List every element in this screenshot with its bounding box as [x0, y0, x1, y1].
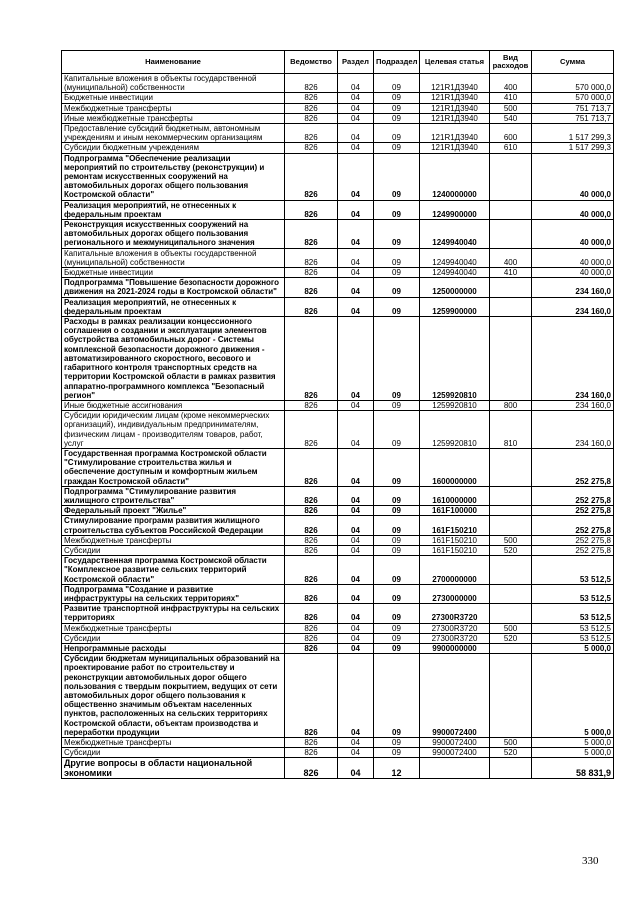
- row-subsection: 09: [374, 633, 420, 643]
- table-row: [62, 516, 614, 535]
- table-row: [62, 556, 614, 585]
- row-target-article: 1259900000: [420, 297, 490, 316]
- table-row: [62, 297, 614, 316]
- row-name: Субсидии: [62, 545, 285, 555]
- row-department: 826: [285, 758, 338, 779]
- row-subsection: 09: [374, 738, 420, 748]
- row-department: 826: [285, 268, 338, 278]
- row-expense-type: 500: [490, 623, 532, 633]
- table-row: [62, 93, 614, 103]
- row-section: 04: [338, 143, 374, 153]
- row-section: 04: [338, 103, 374, 113]
- row-expense-type: [490, 506, 532, 516]
- row-target-article: 9900000000: [420, 643, 490, 653]
- row-name: Межбюджетные трансферты: [62, 535, 285, 545]
- row-target-article: 27300R3720: [420, 623, 490, 633]
- row-department: 826: [285, 654, 338, 738]
- row-expense-type: 800: [490, 400, 532, 410]
- row-target-article: 121R1Д3940: [420, 113, 490, 123]
- row-name: Федеральный проект "Жилье": [62, 506, 285, 516]
- budget-table: [61, 50, 614, 779]
- row-name: Подпрограмма "Стимулирование развития жилищного строительства": [62, 486, 285, 505]
- row-name: Реализация мероприятий, не отнесенных к федеральным проектам: [62, 297, 285, 316]
- row-expense-type: 400: [490, 248, 532, 267]
- row-expense-type: 810: [490, 411, 532, 449]
- row-target-article: 161F150210: [420, 516, 490, 535]
- row-section: 04: [338, 278, 374, 297]
- row-subsection: 09: [374, 317, 420, 401]
- row-target-article: 27300R3720: [420, 633, 490, 643]
- row-department: 826: [285, 411, 338, 449]
- row-expense-type: [490, 220, 532, 249]
- table-header-row: [62, 51, 614, 74]
- row-name: Межбюджетные трансферты: [62, 103, 285, 113]
- table-row: [62, 411, 614, 449]
- table-row: [62, 535, 614, 545]
- table-row: [62, 400, 614, 410]
- row-subsection: 09: [374, 93, 420, 103]
- row-section: 04: [338, 220, 374, 249]
- table-row: [62, 220, 614, 249]
- row-subsection: 09: [374, 556, 420, 585]
- row-target-article: 121R1Д3940: [420, 74, 490, 93]
- row-department: 826: [285, 738, 338, 748]
- row-department: 826: [285, 506, 338, 516]
- row-section: 04: [338, 604, 374, 623]
- row-expense-type: 600: [490, 124, 532, 143]
- row-name: Капитальные вложения в объекты государственной (муниципальной) собственности: [62, 248, 285, 267]
- table-row: [62, 103, 614, 113]
- row-department: 826: [285, 200, 338, 219]
- row-amount: 5 000,0: [532, 654, 614, 738]
- row-target-article: 9900072400: [420, 654, 490, 738]
- row-subsection: 09: [374, 143, 420, 153]
- row-target-article: 9900072400: [420, 748, 490, 758]
- row-section: 04: [338, 411, 374, 449]
- row-expense-type: 410: [490, 93, 532, 103]
- row-department: 826: [285, 516, 338, 535]
- row-target-article: 27300R3720: [420, 604, 490, 623]
- row-section: 04: [338, 124, 374, 143]
- table-row: [62, 584, 614, 603]
- row-expense-type: 500: [490, 535, 532, 545]
- row-section: 04: [338, 93, 374, 103]
- row-subsection: 09: [374, 448, 420, 486]
- row-target-article: 161F100000: [420, 506, 490, 516]
- row-subsection: 09: [374, 535, 420, 545]
- row-target-article: 121R1Д3940: [420, 103, 490, 113]
- row-department: 826: [285, 400, 338, 410]
- row-subsection: 09: [374, 643, 420, 653]
- row-section: 04: [338, 248, 374, 267]
- row-name: Субсидии: [62, 748, 285, 758]
- col-header-target-article: Целевая статья: [420, 51, 490, 74]
- row-amount: 53 512,5: [532, 623, 614, 633]
- row-section: 04: [338, 317, 374, 401]
- row-expense-type: [490, 297, 532, 316]
- row-subsection: 09: [374, 545, 420, 555]
- row-subsection: 09: [374, 486, 420, 505]
- row-target-article: 1249940040: [420, 220, 490, 249]
- table-row: [62, 758, 614, 779]
- row-section: 04: [338, 643, 374, 653]
- row-department: 826: [285, 748, 338, 758]
- col-header-expense-type: Вид расходов: [490, 51, 532, 74]
- col-header-name: Наименование: [62, 51, 285, 74]
- row-name: Иные бюджетные ассигнования: [62, 400, 285, 410]
- row-amount: 234 160,0: [532, 317, 614, 401]
- row-expense-type: 520: [490, 545, 532, 555]
- row-amount: 5 000,0: [532, 748, 614, 758]
- row-expense-type: [490, 200, 532, 219]
- row-subsection: 09: [374, 654, 420, 738]
- row-expense-type: [490, 654, 532, 738]
- row-name: Бюджетные инвестиции: [62, 268, 285, 278]
- row-amount: 53 512,5: [532, 556, 614, 585]
- row-department: 826: [285, 74, 338, 93]
- row-amount: 252 275,8: [532, 448, 614, 486]
- page-number: 330: [582, 855, 599, 867]
- row-name: Иные межбюджетные трансферты: [62, 113, 285, 123]
- row-subsection: 09: [374, 248, 420, 267]
- row-amount: 1 517 299,3: [532, 124, 614, 143]
- row-amount: 234 160,0: [532, 411, 614, 449]
- row-target-article: 1240000000: [420, 153, 490, 200]
- row-target-article: 161F150210: [420, 535, 490, 545]
- row-section: 04: [338, 506, 374, 516]
- row-name: Подпрограмма "Повышение безопасности дорожного движения на 2021-2024 годы в Костромской области": [62, 278, 285, 297]
- row-expense-type: [490, 278, 532, 297]
- table-row: [62, 153, 614, 200]
- table-row: [62, 633, 614, 643]
- row-name: Подпрограмма "Создание и развитие инфраструктуры на сельских территориях": [62, 584, 285, 603]
- row-section: 04: [338, 623, 374, 633]
- row-expense-type: 410: [490, 268, 532, 278]
- row-name: Развитие транспортной инфраструктуры на сельских территориях: [62, 604, 285, 623]
- row-name: Субсидии юридическим лицам (кроме некоммерческих организаций), индивидуальным предпринимателям, физическим лицам - производителям товаров, работ, услуг: [62, 411, 285, 449]
- table-row: [62, 317, 614, 401]
- row-department: 826: [285, 220, 338, 249]
- row-section: 04: [338, 400, 374, 410]
- row-target-article: 121R1Д3940: [420, 143, 490, 153]
- row-name: Субсидии бюджетным учреждениям: [62, 143, 285, 153]
- row-section: 04: [338, 200, 374, 219]
- row-expense-type: [490, 758, 532, 779]
- row-name: Реконструкция искусственных сооружений на автомобильных дорогах общего пользования регионального и межмуниципального значения: [62, 220, 285, 249]
- row-department: 826: [285, 633, 338, 643]
- row-section: 04: [338, 738, 374, 748]
- row-amount: 234 160,0: [532, 400, 614, 410]
- row-department: 826: [285, 545, 338, 555]
- row-target-article: 121R1Д3940: [420, 124, 490, 143]
- row-amount: 570 000,0: [532, 93, 614, 103]
- row-amount: 53 512,5: [532, 633, 614, 643]
- row-amount: 58 831,9: [532, 758, 614, 779]
- row-section: 04: [338, 545, 374, 555]
- row-name: Государственная программа Костромской области "Стимулирование строительства жилья и обеспечение доступным и комфортным жильем граждан Костромской области": [62, 448, 285, 486]
- row-target-article: 1610000000: [420, 486, 490, 505]
- row-name: Капитальные вложения в объекты государственной (муниципальной) собственности: [62, 74, 285, 93]
- row-department: 826: [285, 113, 338, 123]
- table-row: [62, 278, 614, 297]
- table-row: [62, 200, 614, 219]
- row-amount: 252 275,8: [532, 516, 614, 535]
- row-amount: 234 160,0: [532, 297, 614, 316]
- col-header-subsection: Подраздел: [374, 51, 420, 74]
- row-department: 826: [285, 93, 338, 103]
- row-subsection: 09: [374, 604, 420, 623]
- row-subsection: 09: [374, 124, 420, 143]
- row-subsection: 09: [374, 278, 420, 297]
- row-amount: 40 000,0: [532, 153, 614, 200]
- table-row: [62, 113, 614, 123]
- row-amount: 40 000,0: [532, 268, 614, 278]
- row-amount: 5 000,0: [532, 643, 614, 653]
- row-section: 04: [338, 535, 374, 545]
- row-section: 04: [338, 153, 374, 200]
- row-subsection: 09: [374, 584, 420, 603]
- table-row: [62, 486, 614, 505]
- row-name: Реализация мероприятий, не отнесенных к федеральным проектам: [62, 200, 285, 219]
- row-expense-type: 400: [490, 74, 532, 93]
- row-expense-type: [490, 643, 532, 653]
- row-name: Государственная программа Костромской области "Комплексное развитие сельских территорий Костромской области": [62, 556, 285, 585]
- row-amount: 40 000,0: [532, 248, 614, 267]
- row-section: 04: [338, 486, 374, 505]
- row-expense-type: [490, 153, 532, 200]
- row-amount: 40 000,0: [532, 200, 614, 219]
- table-row: [62, 143, 614, 153]
- row-subsection: 09: [374, 506, 420, 516]
- row-subsection: 12: [374, 758, 420, 779]
- row-expense-type: [490, 486, 532, 505]
- row-expense-type: 610: [490, 143, 532, 153]
- row-amount: 252 275,8: [532, 486, 614, 505]
- table-row: [62, 604, 614, 623]
- col-header-section: Раздел: [338, 51, 374, 74]
- row-amount: 53 512,5: [532, 584, 614, 603]
- row-section: 04: [338, 748, 374, 758]
- row-name: Подпрограмма "Обеспечение реализации мероприятий по строительству (реконструкции) и ремонтам искусственных сооружений на автомобильных дорогах общего пользования Костромской области": [62, 153, 285, 200]
- row-target-article: 1259920810: [420, 317, 490, 401]
- row-target-article: 9900072400: [420, 738, 490, 748]
- row-section: 04: [338, 113, 374, 123]
- table-row: [62, 623, 614, 633]
- row-subsection: 09: [374, 74, 420, 93]
- row-subsection: 09: [374, 268, 420, 278]
- row-target-article: 161F150210: [420, 545, 490, 555]
- row-name: Бюджетные инвестиции: [62, 93, 285, 103]
- row-department: 826: [285, 448, 338, 486]
- row-subsection: 09: [374, 103, 420, 113]
- row-amount: 751 713,7: [532, 103, 614, 113]
- row-subsection: 09: [374, 113, 420, 123]
- row-department: 826: [285, 124, 338, 143]
- row-amount: 5 000,0: [532, 738, 614, 748]
- row-target-article: 1249940040: [420, 268, 490, 278]
- row-subsection: 09: [374, 748, 420, 758]
- table-row: [62, 248, 614, 267]
- row-target-article: 1259920810: [420, 400, 490, 410]
- row-subsection: 09: [374, 400, 420, 410]
- row-amount: 234 160,0: [532, 278, 614, 297]
- row-department: 826: [285, 643, 338, 653]
- row-expense-type: 500: [490, 103, 532, 113]
- row-name: Расходы в рамках реализации концессионного соглашения о создании и эксплуатации элементов обустройства автомобильных дорог - Системы комплексной безопасности дорожного движения - автоматизированного скоростного, весового и габаритного контроля транспортных средств на территории Костромской области в рамках развития аппаратно-программного комплекса "Безопасный регион": [62, 317, 285, 401]
- row-department: 826: [285, 486, 338, 505]
- table-row: [62, 738, 614, 748]
- row-name: Предоставление субсидий бюджетным, автономным учреждениям и иным некоммерческим организациям: [62, 124, 285, 143]
- row-department: 826: [285, 248, 338, 267]
- row-department: 826: [285, 297, 338, 316]
- row-expense-type: 500: [490, 738, 532, 748]
- row-name: Другие вопросы в области национальной экономики: [62, 758, 285, 779]
- row-department: 826: [285, 317, 338, 401]
- row-section: 04: [338, 556, 374, 585]
- row-expense-type: [490, 604, 532, 623]
- row-section: 04: [338, 654, 374, 738]
- row-subsection: 09: [374, 220, 420, 249]
- row-target-article: [420, 758, 490, 779]
- row-expense-type: 540: [490, 113, 532, 123]
- row-name: Субсидии бюджетам муниципальных образований на проектирование работ по строительству и реконструкции автомобильных дорог общего пользования с твердым покрытием, ведущих от сети автомобильных дорог общего пользования к общественно значимым объектам населенных пунктов, расположенных на сельских территориях Костромской области, объектам производства и переработки продукции: [62, 654, 285, 738]
- row-target-article: 1259920810: [420, 411, 490, 449]
- row-amount: 53 512,5: [532, 604, 614, 623]
- row-subsection: 09: [374, 623, 420, 633]
- row-section: 04: [338, 758, 374, 779]
- row-target-article: 121R1Д3940: [420, 93, 490, 103]
- row-amount: 570 000,0: [532, 74, 614, 93]
- row-name: Межбюджетные трансферты: [62, 623, 285, 633]
- row-subsection: 09: [374, 411, 420, 449]
- table-row: [62, 124, 614, 143]
- row-expense-type: 520: [490, 633, 532, 643]
- row-subsection: 09: [374, 297, 420, 316]
- row-expense-type: 520: [490, 748, 532, 758]
- row-section: 04: [338, 74, 374, 93]
- row-section: 04: [338, 268, 374, 278]
- row-department: 826: [285, 153, 338, 200]
- row-expense-type: [490, 556, 532, 585]
- row-amount: 751 713,7: [532, 113, 614, 123]
- row-expense-type: [490, 317, 532, 401]
- table-row: [62, 268, 614, 278]
- row-department: 826: [285, 103, 338, 113]
- row-name: Непрограммные расходы: [62, 643, 285, 653]
- row-department: 826: [285, 604, 338, 623]
- row-amount: 252 275,8: [532, 545, 614, 555]
- row-department: 826: [285, 535, 338, 545]
- row-name: Стимулирование программ развития жилищного строительства субъектов Российской Федерации: [62, 516, 285, 535]
- table-row: [62, 506, 614, 516]
- row-amount: 252 275,8: [532, 535, 614, 545]
- row-department: 826: [285, 556, 338, 585]
- row-subsection: 09: [374, 200, 420, 219]
- row-section: 04: [338, 297, 374, 316]
- row-expense-type: [490, 448, 532, 486]
- row-section: 04: [338, 584, 374, 603]
- row-subsection: 09: [374, 153, 420, 200]
- col-header-amount: Сумма: [532, 51, 614, 74]
- row-amount: 40 000,0: [532, 220, 614, 249]
- row-amount: 252 275,8: [532, 506, 614, 516]
- row-target-article: 1249900000: [420, 200, 490, 219]
- table-row: [62, 448, 614, 486]
- row-name: Субсидии: [62, 633, 285, 643]
- table-row: [62, 74, 614, 93]
- row-name: Межбюджетные трансферты: [62, 738, 285, 748]
- table-row: [62, 654, 614, 738]
- row-expense-type: [490, 584, 532, 603]
- row-department: 826: [285, 584, 338, 603]
- row-target-article: 1249940040: [420, 248, 490, 267]
- row-amount: 1 517 299,3: [532, 143, 614, 153]
- row-target-article: 2730000000: [420, 584, 490, 603]
- row-target-article: 2700000000: [420, 556, 490, 585]
- row-department: 826: [285, 143, 338, 153]
- col-header-department: Ведомство: [285, 51, 338, 74]
- row-subsection: 09: [374, 516, 420, 535]
- row-section: 04: [338, 516, 374, 535]
- row-target-article: 1250000000: [420, 278, 490, 297]
- row-section: 04: [338, 633, 374, 643]
- table-row: [62, 545, 614, 555]
- table-row: [62, 643, 614, 653]
- row-expense-type: [490, 516, 532, 535]
- row-section: 04: [338, 448, 374, 486]
- row-target-article: 1600000000: [420, 448, 490, 486]
- table-row: [62, 748, 614, 758]
- row-department: 826: [285, 278, 338, 297]
- row-department: 826: [285, 623, 338, 633]
